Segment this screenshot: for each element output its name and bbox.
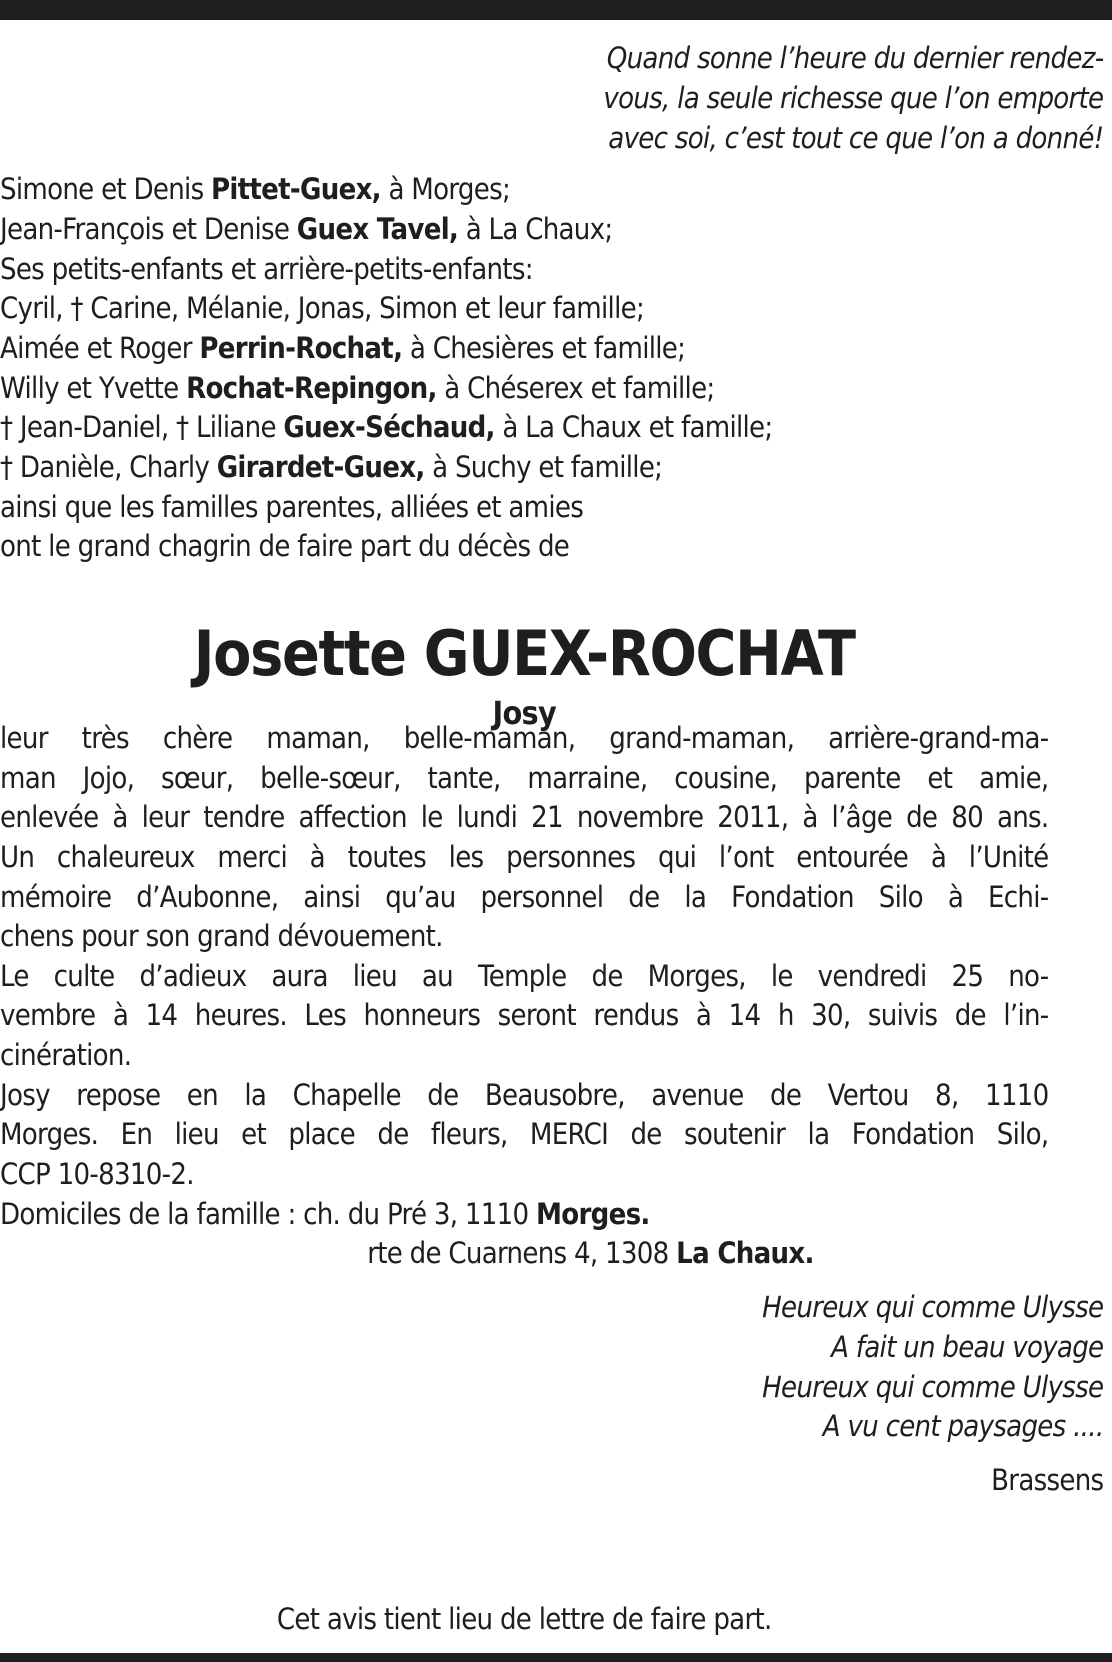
- closing-line: Cet avis tient lieu de lettre de faire part.: [276, 1602, 772, 1636]
- poem-line-2: A fait un beau voyage: [831, 1330, 1104, 1364]
- deceased-nickname: Josy: [492, 694, 557, 732]
- family-line: Simone et Denis Pittet-Guex, à Morges;: [0, 172, 511, 206]
- family-line: ainsi que les familles parentes, alliées et amies: [0, 490, 584, 524]
- family-line: † Danièle, Charly Girardet-Guex, à Suchy et famille;: [0, 450, 663, 484]
- poem-line-3: Heureux qui comme Ulysse: [762, 1370, 1104, 1404]
- body-line: Josy repose en la Chapelle de Beausobre, avenue de Vertou 8, 1110: [0, 1078, 1049, 1112]
- family-line: Jean-François et Denise Guex Tavel, à La Chaux;: [0, 212, 613, 246]
- body-line: Le culte d’adieux aura lieu au Temple de Morges, le vendredi 25 no-: [0, 959, 1049, 993]
- poem-line-4: A vu cent paysages ....: [822, 1409, 1104, 1443]
- family-line: † Jean-Daniel, † Liliane Guex-Séchaud, à La Chaux et famille;: [0, 410, 773, 444]
- family-line: Aimée et Roger Perrin-Rochat, à Chesières et famille;: [0, 331, 686, 365]
- body-line: Un chaleureux merci à toutes les personnes qui l’ont entourée à l’Unité: [0, 840, 1049, 874]
- family-line: Ses petits-enfants et arrière-petits-enfants:: [0, 252, 533, 286]
- body-line: leur très chère maman, belle-maman, grand-maman, arrière-grand-ma-: [0, 721, 1049, 755]
- deceased-name: Josette GUEX-ROCHAT: [193, 617, 855, 690]
- epigraph-line-1: Quand sonne l’heure du dernier rendez-: [606, 41, 1104, 75]
- body-line: enlevée à leur tendre affection le lundi 21 novembre 2011, à l’âge de 80 ans.: [0, 800, 1049, 834]
- body-line: mémoire d’Aubonne, ainsi qu’au personnel de la Fondation Silo à Echi-: [0, 880, 1049, 914]
- body-line: Morges. En lieu et place de fleurs, MERCI de soutenir la Fondation Silo,: [0, 1117, 1049, 1151]
- body-line: chens pour son grand dévouement.: [0, 919, 443, 953]
- body-line: CCP 10-8310-2.: [0, 1157, 194, 1191]
- poem-author: Brassens: [991, 1463, 1104, 1497]
- body-line: vembre à 14 heures. Les honneurs seront rendus à 14 h 30, suivis de l’in-: [0, 998, 1049, 1032]
- domicile-line-2: rte de Cuarnens 4, 1308 La Chaux.: [367, 1236, 814, 1270]
- family-line: Cyril, † Carine, Mélanie, Jonas, Simon et leur famille;: [0, 291, 645, 325]
- family-line: ont le grand chagrin de faire part du décès de: [0, 529, 570, 563]
- domicile-line-1: Domiciles de la famille : ch. du Pré 3, 1110 Morges.: [0, 1197, 650, 1231]
- body-line: man Jojo, sœur, belle-sœur, tante, marraine, cousine, parente et amie,: [0, 761, 1049, 795]
- poem-line-1: Heureux qui comme Ulysse: [762, 1290, 1104, 1324]
- bottom-rule: [0, 1653, 1112, 1662]
- epigraph-line-3: avec soi, c’est tout ce que l’on a donné!: [608, 121, 1104, 155]
- family-line: Willy et Yvette Rochat-Repingon, à Chéserex et famille;: [0, 371, 715, 405]
- body-line: cinération.: [0, 1038, 132, 1072]
- epigraph-line-2: vous, la seule richesse que l’on emporte: [603, 81, 1104, 115]
